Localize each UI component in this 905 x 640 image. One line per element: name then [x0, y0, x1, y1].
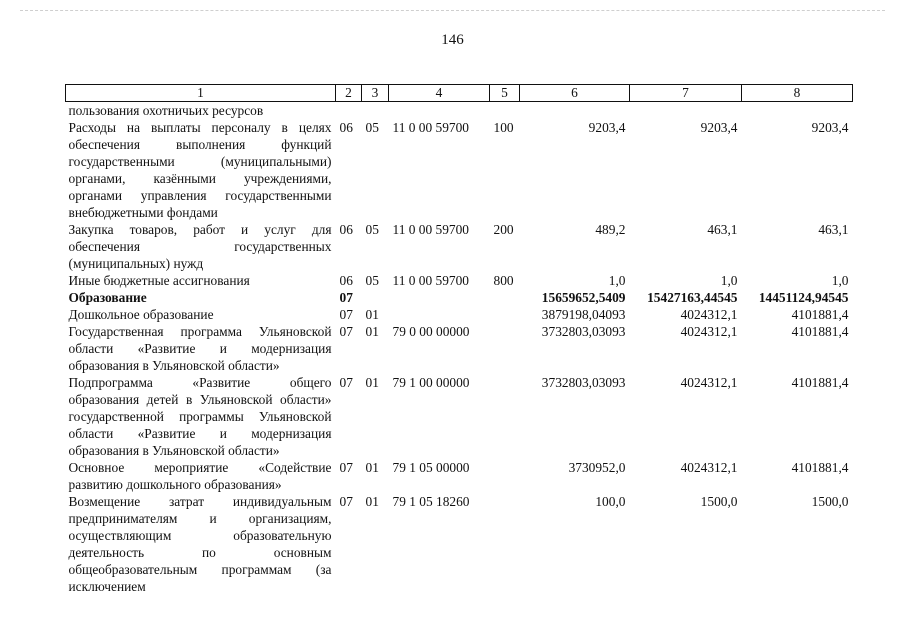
cell-section: 06 [339, 120, 353, 135]
cell-target-article: 79 1 05 00000 [392, 460, 470, 475]
table-row [66, 323, 853, 374]
cell-amount-year-2 [630, 102, 742, 120]
table-row [66, 493, 853, 595]
cell-name: Государственная программа Ульяновской области «Развитие и модернизация образования в Ульяновской области» [68, 324, 332, 373]
cell-amount-year-2: 4024312,1 [680, 460, 738, 475]
cell-target-article: 11 0 00 59700 [392, 120, 469, 135]
scan-top-edge [20, 10, 885, 11]
cell-amount-year-1 [520, 102, 630, 120]
cell-amount-year-3 [742, 102, 853, 120]
cell-amount-year-2: 4024312,1 [680, 307, 738, 322]
header-row [66, 85, 853, 102]
table-body [66, 102, 853, 596]
table-row [66, 102, 853, 120]
cell-subsection: 01 [365, 494, 379, 509]
cell-name: Подпрограмма «Развитие общего образования детей в Ульяновской области» государственной программы Ульяновской области «Развитие и модернизация образования в Ульяновской области» [68, 375, 332, 458]
cell-amount-year-2: 463,1 [707, 222, 738, 237]
cell-expense-type [490, 459, 520, 493]
cell-subsection [362, 102, 389, 120]
header-col-6: 6 [520, 85, 630, 102]
table-row [66, 459, 853, 493]
cell-amount-year-2: 4024312,1 [680, 324, 738, 339]
budget-table [65, 84, 853, 595]
cell-section [336, 102, 362, 120]
cell-name: Иные бюджетные ассигнования [68, 273, 250, 288]
cell-section: 07 [339, 324, 353, 339]
table-row [66, 289, 853, 306]
cell-expense-type [490, 493, 520, 595]
cell-expense-type [490, 306, 520, 323]
cell-amount-year-2: 9203,4 [700, 120, 738, 135]
cell-subsection: 01 [365, 460, 379, 475]
cell-section: 06 [339, 222, 353, 237]
cell-amount-year-1: 1,0 [608, 273, 626, 288]
cell-amount-year-1: 3732803,03093 [541, 324, 626, 339]
cell-amount-year-3: 4101881,4 [791, 460, 849, 475]
cell-expense-type [490, 323, 520, 374]
table-row [66, 306, 853, 323]
cell-amount-year-1: 3879198,04093 [541, 307, 626, 322]
cell-subsection: 05 [365, 120, 379, 135]
cell-expense-type: 100 [493, 120, 514, 135]
cell-expense-type [490, 374, 520, 459]
cell-target-article: 79 0 00 00000 [392, 324, 470, 339]
cell-target-article: 11 0 00 59700 [392, 273, 469, 288]
cell-amount-year-3: 4101881,4 [791, 324, 849, 339]
table-row [66, 221, 853, 272]
cell-section: 06 [339, 273, 353, 288]
cell-name: Закупка товаров, работ и услуг для обеспечения государственных (муниципальных) нужд [68, 222, 332, 271]
header-col-4: 4 [389, 85, 490, 102]
cell-expense-type: 800 [493, 273, 514, 288]
cell-amount-year-2: 1500,0 [700, 494, 738, 509]
cell-amount-year-3: 1,0 [831, 273, 849, 288]
table-row [66, 119, 853, 221]
cell-amount-year-1: 100,0 [595, 494, 626, 509]
header-col-3: 3 [362, 85, 389, 102]
cell-name: Расходы на выплаты персоналу в целях обеспечения выполнения функций государственными (муниципальными) органами, казёнными учреждениями, органами управления государственными внебюджетными фондами [68, 120, 332, 220]
cell-subsection [362, 289, 389, 306]
header-col-2: 2 [336, 85, 362, 102]
cell-amount-year-3: 14451124,94545 [758, 290, 849, 305]
cell-target-article [389, 102, 490, 120]
page-number: 146 [441, 32, 464, 48]
cell-target-article [389, 289, 490, 306]
table-header [66, 85, 853, 102]
cell-expense-type [490, 289, 520, 306]
cell-amount-year-3: 1500,0 [811, 494, 849, 509]
cell-name: Основное мероприятие «Содействие развитию дошкольного образования» [68, 460, 332, 492]
cell-section: 07 [339, 494, 353, 509]
cell-expense-type [490, 102, 520, 120]
header-col-7: 7 [630, 85, 742, 102]
cell-name: пользования охотничьих ресурсов [68, 103, 264, 118]
cell-amount-year-1: 3730952,0 [568, 460, 626, 475]
cell-section: 07 [339, 460, 353, 475]
cell-amount-year-3: 9203,4 [811, 120, 849, 135]
cell-target-article: 11 0 00 59700 [392, 222, 469, 237]
cell-amount-year-2: 4024312,1 [680, 375, 738, 390]
cell-amount-year-2: 15427163,44545 [647, 290, 738, 305]
cell-name: Образование [68, 290, 147, 305]
cell-subsection: 05 [365, 273, 379, 288]
cell-section: 07 [339, 290, 353, 305]
cell-subsection: 01 [365, 307, 379, 322]
table-row [66, 272, 853, 289]
cell-subsection: 05 [365, 222, 379, 237]
cell-name: Возмещение затрат индивидуальным предпринимателям и организациям, осуществляющим образовательную деятельность по основным общеобразовательным программам (за исключением [68, 494, 332, 594]
cell-amount-year-2: 1,0 [720, 273, 738, 288]
cell-expense-type: 200 [493, 222, 514, 237]
cell-amount-year-3: 463,1 [818, 222, 849, 237]
cell-amount-year-3: 4101881,4 [791, 307, 849, 322]
header-col-8: 8 [742, 85, 853, 102]
cell-amount-year-3: 4101881,4 [791, 375, 849, 390]
table-row [66, 374, 853, 459]
cell-amount-year-1: 9203,4 [588, 120, 626, 135]
cell-section: 07 [339, 307, 353, 322]
cell-target-article: 79 1 00 00000 [392, 375, 470, 390]
cell-target-article [389, 306, 490, 323]
cell-section: 07 [339, 375, 353, 390]
cell-subsection: 01 [365, 375, 379, 390]
cell-target-article: 79 1 05 18260 [392, 494, 470, 509]
cell-name: Дошкольное образование [68, 307, 214, 322]
cell-subsection: 01 [365, 324, 379, 339]
header-col-1: 1 [66, 85, 336, 102]
cell-amount-year-1: 3732803,03093 [541, 375, 626, 390]
cell-amount-year-1: 489,2 [595, 222, 626, 237]
cell-amount-year-1: 15659652,5409 [541, 290, 626, 305]
header-col-5: 5 [490, 85, 520, 102]
